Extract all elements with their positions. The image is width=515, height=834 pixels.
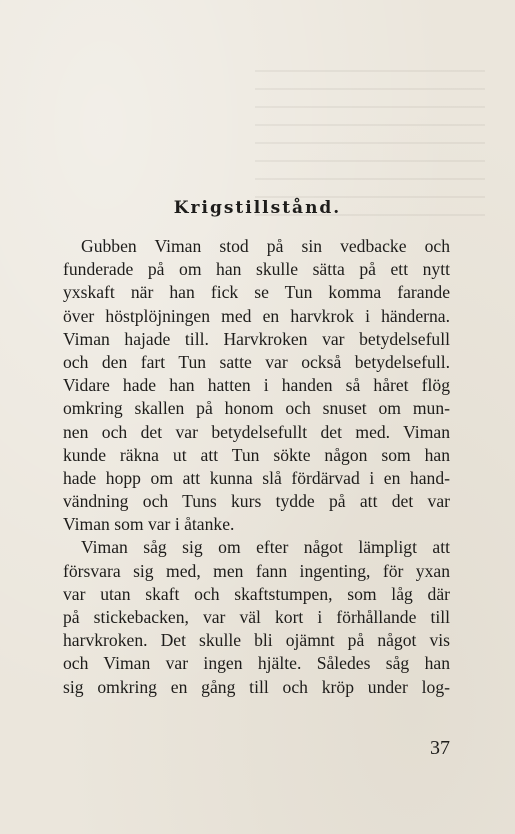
- page-number: 37: [430, 737, 450, 759]
- text-line: yxskaft när han fick se Tun komma farande: [63, 282, 450, 303]
- text-line: på stickebacken, var väl kort i förhållande till: [63, 607, 450, 627]
- text-line: Viman såg sig om efter något lämpligt att: [81, 537, 450, 558]
- text-line: kunde räkna ut att Tun sökte någon som han: [63, 444, 450, 465]
- text-line: och Viman var ingen hjälte. Således såg han: [63, 653, 450, 674]
- body-text: [63, 235, 450, 699]
- text-line: hade hopp om att kunna slå fördärvad i en hand-: [63, 467, 450, 488]
- text-line: vändning och Tuns kurs tydde på att det var: [63, 491, 450, 512]
- text-line: sig omkring en gång till och kröp under log-: [63, 676, 450, 697]
- text-line: omkring skallen på honom och snuset om mun-: [63, 398, 450, 419]
- paragraph-2: [63, 536, 450, 698]
- text-line: Viman hajade till. Harvkroken var betydelsefull: [63, 328, 450, 349]
- text-line: funderade på om han skulle sätta på ett nytt: [63, 259, 450, 280]
- chapter-title: Krigstillstånd.: [173, 198, 342, 218]
- text-line: Viman som var i åtanke.: [63, 514, 235, 535]
- text-line: Vidare hade han hatten i handen så håret flög: [63, 375, 450, 396]
- text-line: försvara sig med, men fann ingenting, för yxan: [63, 560, 450, 581]
- text-line: Gubben Viman stod på sin vedbacke och: [81, 236, 450, 256]
- text-line: och den fart Tun satte var också betydelsefull.: [63, 351, 450, 372]
- text-line: över höstplöjningen med en harvkrok i händerna.: [63, 305, 450, 326]
- paragraph-1: [63, 235, 450, 536]
- text-line: harvkroken. Det skulle bli ojämnt på något vis: [63, 630, 450, 651]
- text-line: nen och det var betydelsefullt det med. Viman: [63, 421, 450, 442]
- text-line: var utan skaft och skaftstumpen, som låg där: [63, 583, 450, 604]
